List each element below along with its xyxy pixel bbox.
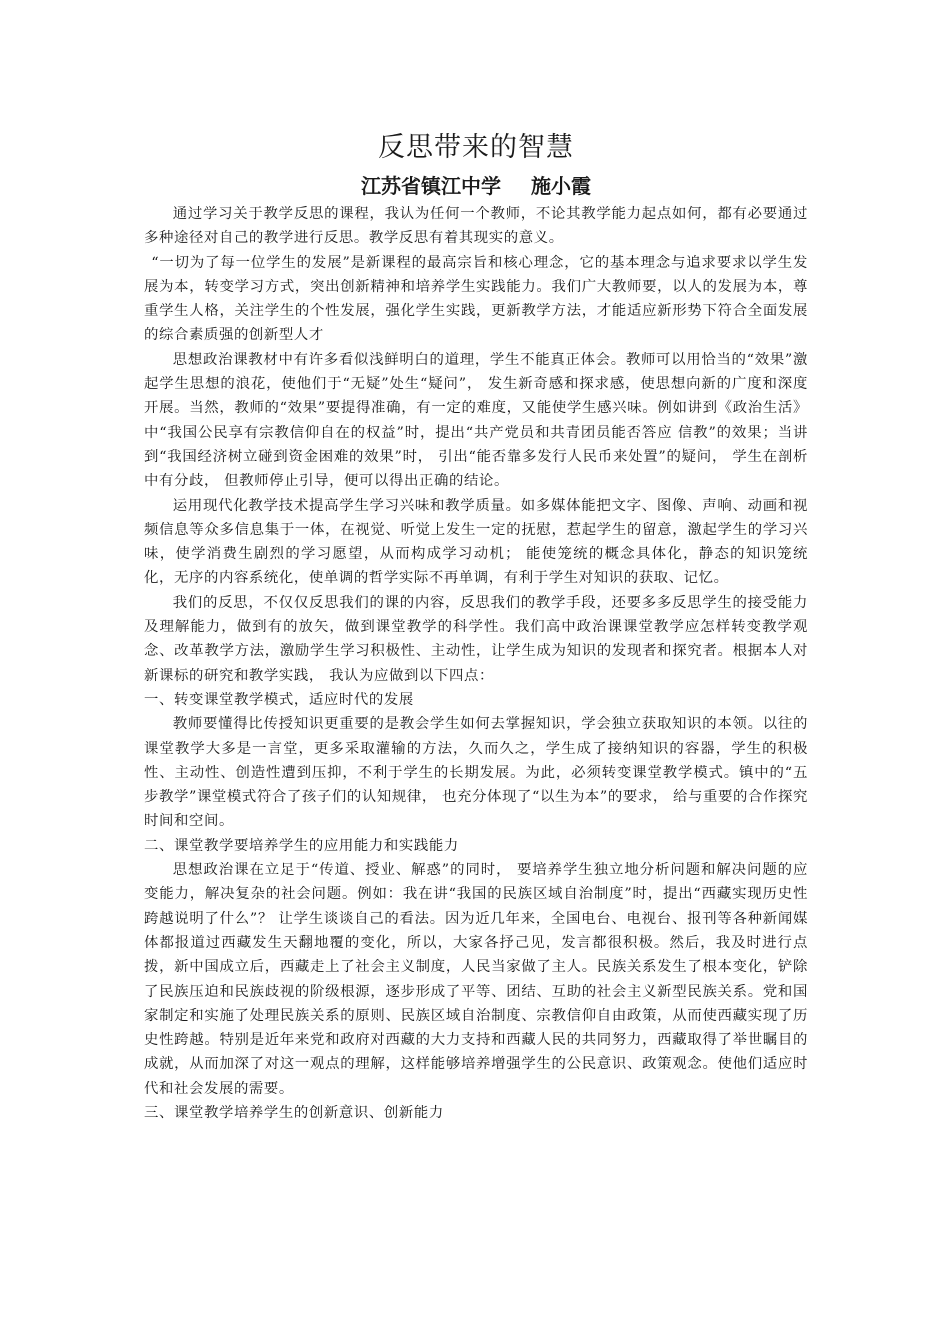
author-school: 江苏省镇江中学 <box>361 174 501 198</box>
paragraph-section-1: 教师要懂得比传授知识更重要的是教会学生如何去掌握知识，学会独立获取知识的本领。以往的课堂教学大多是一言堂，更多采取灌输的方法，久而久之，学生成了接纳知识的容器，学生的积极性、主动性、创造性遭到压抑，不利于学生的长期发展。为此，必须转变课堂教学模式。镇中的“五步教学”课堂模式符合了孩子们的认知规律， 也充分体现了“以生为本”的要求， 给与重要的合作探究时间和空间。 <box>144 716 808 830</box>
paragraph-section-2: 思想政治课在立足于“传道、授业、解惑”的同时， 要培养学生独立地分析问题和解决问题的应变能力，解决复杂的社会问题。例如：我在讲“我国的民族区域自治制度”时，提出“西藏实现历史性跨越说明了什么”？ 让学生谈谈自己的看法。因为近几年来，全国电台、电视台、报刊等各种新闻媒体都报道过西藏发生天翻地覆的变化，所以，大家各抒己见，发言都很积极。然后，我及时进行点拨，新中国成立后，西藏走上了社会主义制度，人民当家做了主人。民族关系发生了根本变化，铲除了民族压迫和民族歧视的阶级根源，逐步形成了平等、团结、互助的社会主义新型民族关系。党和国家制定和实施了处理民族关系的原则、民族区域自治制度、宗教信仰自由政策，从而使西藏实现了历史性跨越。特别是近年来党和政府对西藏的大力支持和西藏人民的共同努力，西藏取得了举世瞩目的成就，从而加深了对这一观点的理解，这样能够培养增强学生的公民意识、政策观念。使他们适应时代和社会发展的需要。 <box>144 862 808 1097</box>
paragraph-core-idea: “一切为了每一位学生的发展”是新课程的最高宗旨和核心理念，它的基本理念与追求要求以学生发展为本，转变学习方式，突出创新精神和培养学生实践能力。我们广大教师要，以人的发展为本，尊重学生人格，关注学生的个性发展，强化学生实践，更新教学方法，才能适应新形势下符合全面发展的综合素质强的创新型人才 <box>144 254 808 344</box>
paragraph-multimedia: 运用现代化教学技术提高学生学习兴味和教学质量。如多媒体能把文字、图像、声响、动画和视频信息等众多信息集于一体，在视觉、听觉上发生一定的抚慰，惹起学生的留意，激起学生的学习兴味，使学消费生剧烈的学习愿望，从而构成学习动机； 能使笼统的概念具体化，静态的知识笼统化，无序的内容系统化，使单调的哲学实际不再单调，有利于学生对知识的获取、记忆。 <box>144 497 808 587</box>
paragraph-reflection: 我们的反思，不仅仅反思我们的课的内容，反思我们的教学手段，还要多多反思学生的接受能力及理解能力，做到有的放矢，做到课堂教学的科学性。我们高中政治课课堂教学应怎样转变教学观念、改革教学方法，激励学生学习积极性、主动性，让学生成为知识的发现者和探究者。根据本人对新课标的研究和教学实践， 我认为应做到以下四点： <box>144 594 808 684</box>
paragraph-intro: 通过学习关于教学反思的课程，我认为任何一个教师，不论其教学能力起点如何，都有必要通过多种途径对自己的教学进行反思。教学反思有着其现实的意义。 <box>144 206 808 247</box>
author-name: 施小霞 <box>531 174 591 198</box>
section-heading-1: 一、转变课堂教学模式，适应时代的发展 <box>144 691 414 708</box>
section-heading-3: 三、课堂教学培养学生的创新意识、创新能力 <box>144 1104 444 1121</box>
paragraph-questioning: 思想政治课教材中有许多看似浅鲜明白的道理，学生不能真正体会。教师可以用恰当的“效果”激起学生思想的浪花，使他们于“无疑”处生“疑问”， 发生新奇感和探求感，使思想向新的广度和深度开展。当然，教师的“效果”要提得准确，有一定的难度，又能使学生感兴味。例如讲到《政治生活》中“我国公民享有宗教信仰自在的权益”时，提出“共产党员和共青团员能否答应 信教”的效果；当讲到“我国经济树立碰到资金困难的效果”时， 引出“能否靠多发行人民币来处置”的疑问， 学生在剖析中有分歧， 但教师停止引导，便可以得出正确的结论。 <box>144 351 808 490</box>
section-heading-2: 二、课堂教学要培养学生的应用能力和实践能力 <box>144 837 459 854</box>
document-title: 反思带来的智慧 <box>378 132 574 163</box>
document-page <box>144 128 808 1125</box>
document-body <box>144 202 808 1125</box>
document-byline <box>144 172 808 200</box>
